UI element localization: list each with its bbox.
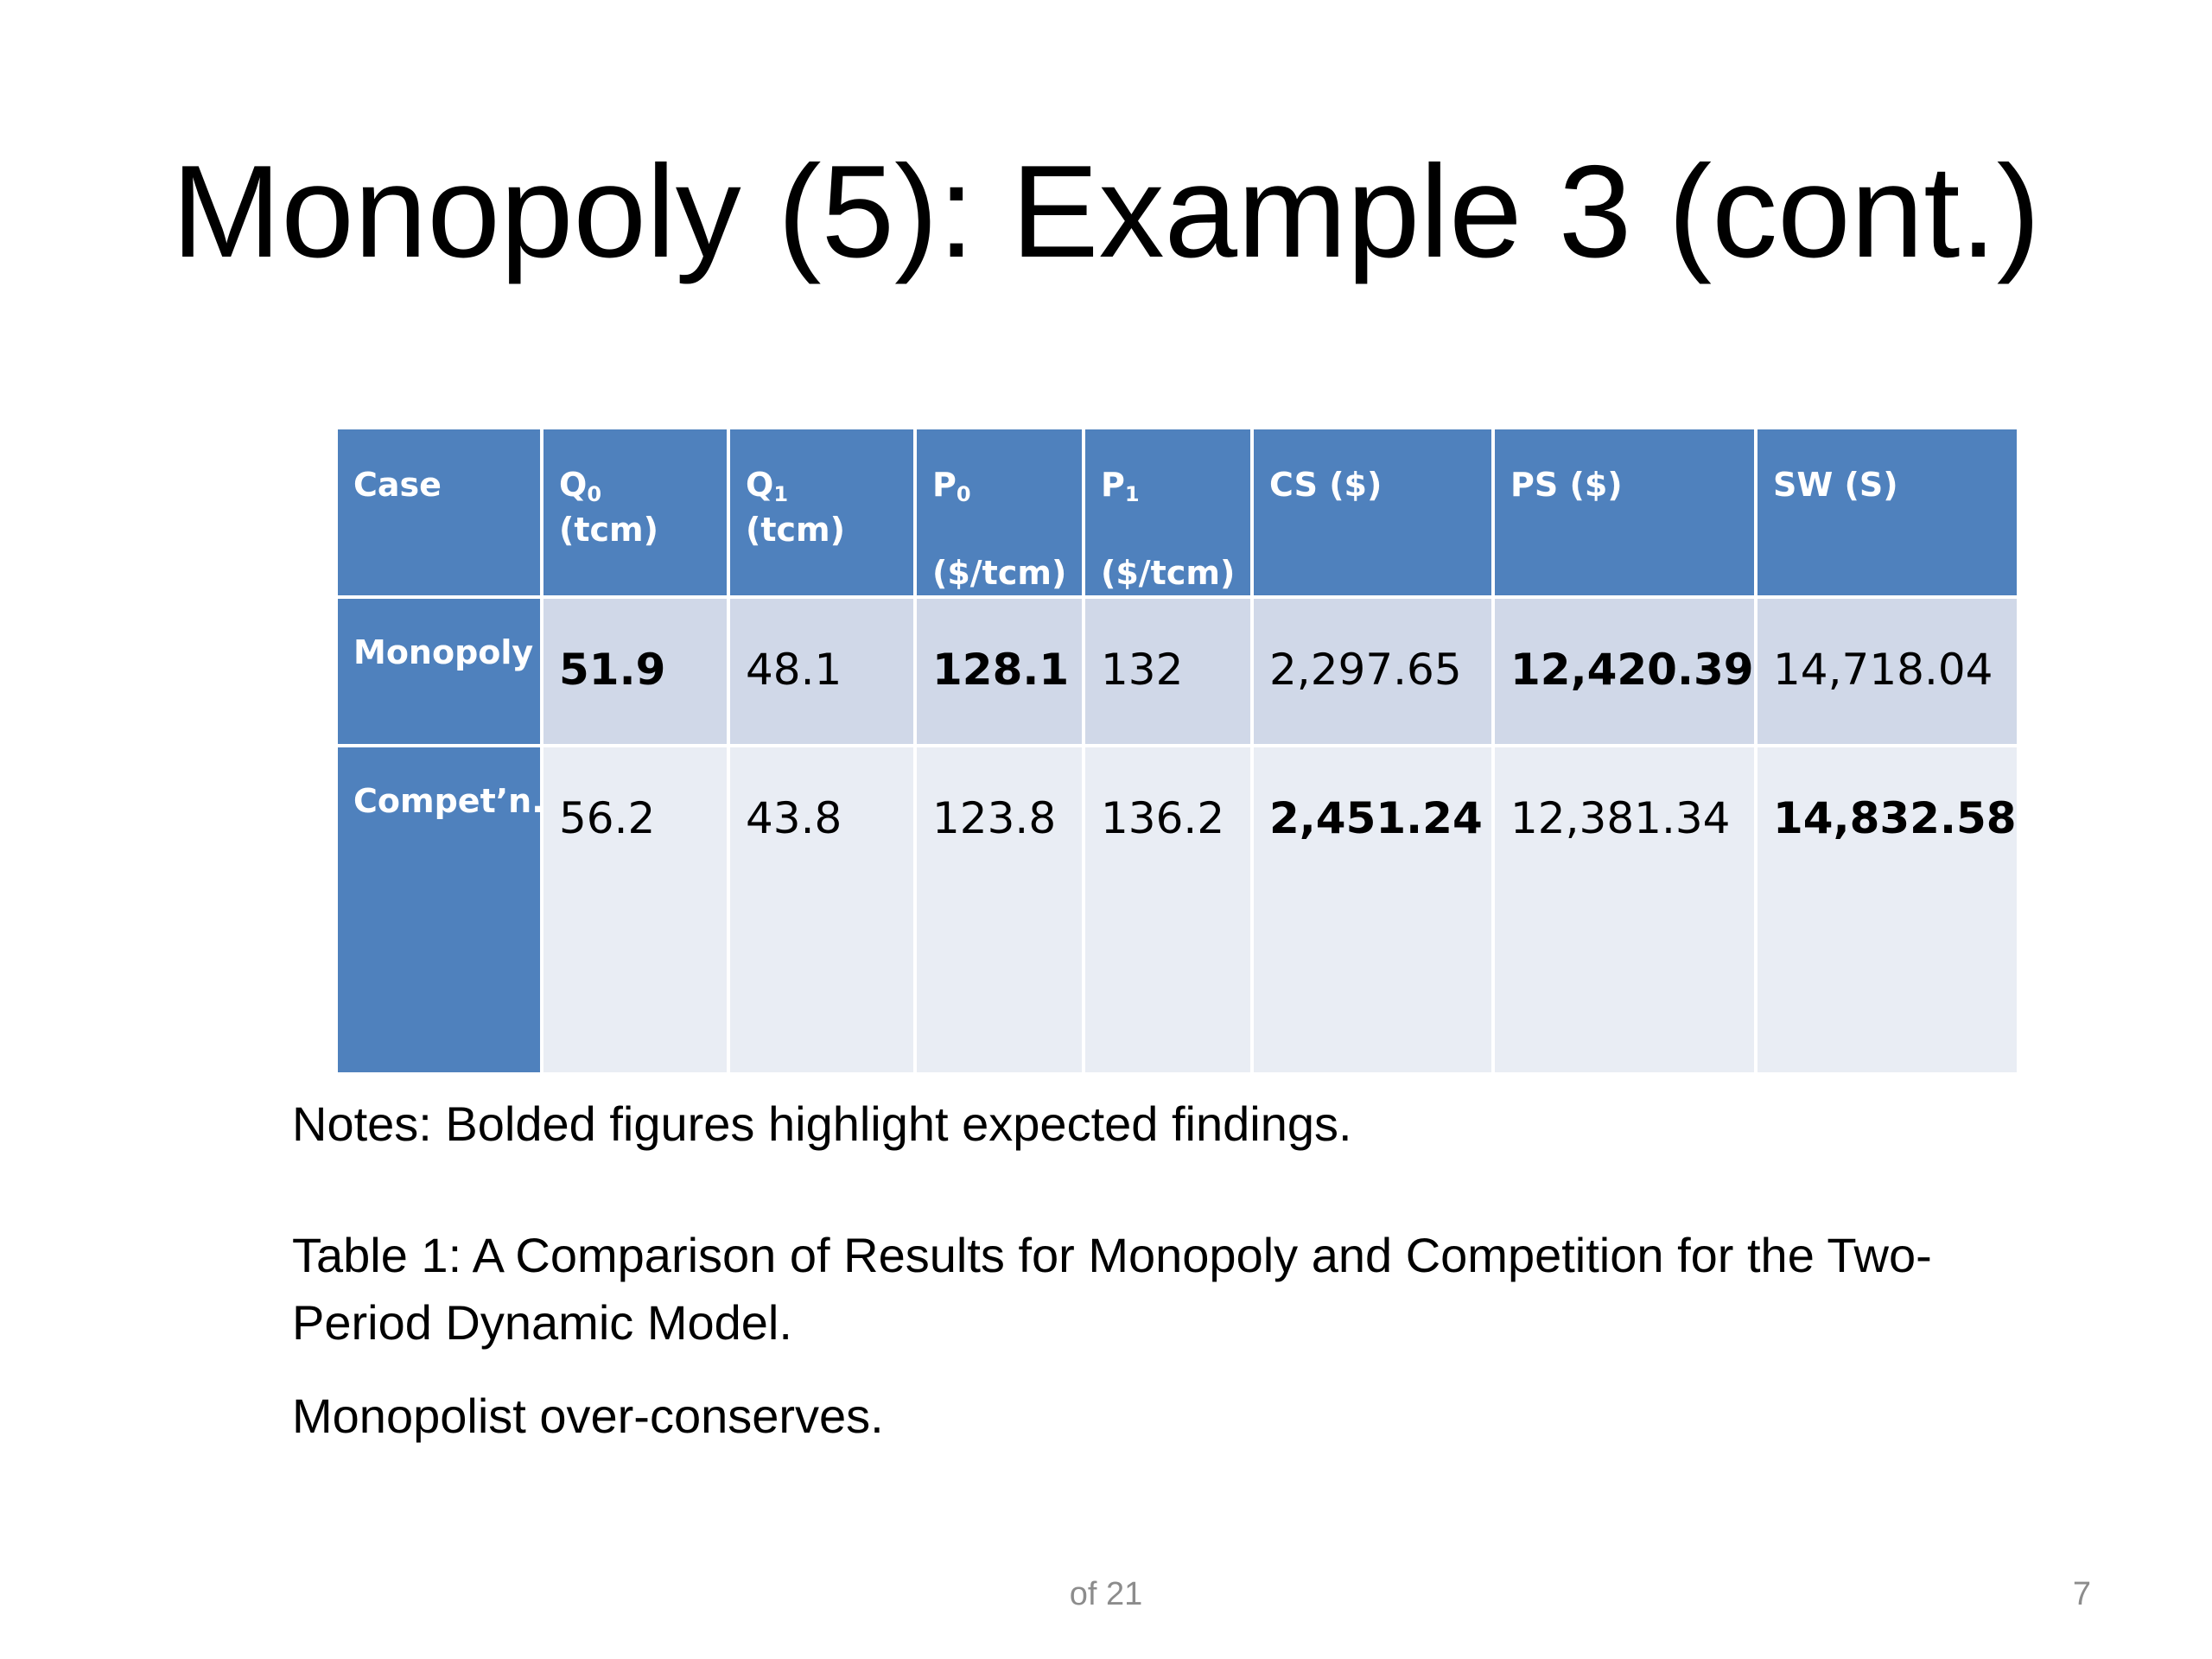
cell-competition-ps: 12,381.34 bbox=[1495, 747, 1754, 1072]
cell-monopoly-q1: 48.1 bbox=[730, 599, 913, 744]
header-sw: SW (S) bbox=[1758, 429, 2017, 595]
conclusion-text: Monopolist over-conserves. bbox=[292, 1389, 884, 1443]
table-row-monopoly bbox=[338, 599, 2017, 744]
row-label-monopoly: Monopoly bbox=[338, 599, 540, 744]
header-p1: $P_1$ ($/tcm) bbox=[1085, 429, 1250, 595]
cell-competition-p1: 136.2 bbox=[1085, 747, 1250, 1072]
cell-monopoly-p0: 128.1 bbox=[917, 599, 1082, 744]
cell-monopoly-sw: 14,718.04 bbox=[1758, 599, 2017, 744]
header-q1: $Q_1$ (tcm) bbox=[730, 429, 913, 595]
cell-competition-sw: 14,832.58 bbox=[1758, 747, 2017, 1072]
cell-monopoly-q0: 51.9 bbox=[543, 599, 727, 744]
table-header-row bbox=[338, 429, 2017, 595]
table-notes: Notes: Bolded figures highlight expected findings. bbox=[292, 1096, 1352, 1151]
cell-competition-q1: 43.8 bbox=[730, 747, 913, 1072]
cell-monopoly-cs: 2,297.65 bbox=[1254, 599, 1491, 744]
row-label-competition: Compet’n. bbox=[338, 747, 540, 1072]
cell-monopoly-ps: 12,420.39 bbox=[1495, 599, 1754, 744]
cell-competition-q0: 56.2 bbox=[543, 747, 727, 1072]
cell-competition-p0: 123.8 bbox=[917, 747, 1082, 1072]
header-cs: CS ($) bbox=[1254, 429, 1491, 595]
table-row-competition bbox=[338, 747, 2017, 1072]
page-number: 7 bbox=[2072, 1576, 2091, 1612]
page-total: of 21 bbox=[1069, 1576, 1143, 1612]
header-q0: $Q_0$ (tcm) bbox=[543, 429, 727, 595]
slide-title: Monopoly (5): Example 3 (cont.) bbox=[171, 138, 2041, 285]
header-ps: PS ($) bbox=[1495, 429, 1754, 595]
table-caption: Table 1: A Comparison of Results for Monopoly and Competition for the Two-Period Dynamic Model. bbox=[292, 1228, 1932, 1350]
cell-competition-cs: 2,451.24 bbox=[1254, 747, 1491, 1072]
header-p0: $P_0$ ($/tcm) bbox=[917, 429, 1082, 595]
cell-monopoly-p1: 132 bbox=[1085, 599, 1250, 744]
results-table bbox=[334, 426, 2020, 1076]
header-case: Case bbox=[338, 429, 540, 595]
